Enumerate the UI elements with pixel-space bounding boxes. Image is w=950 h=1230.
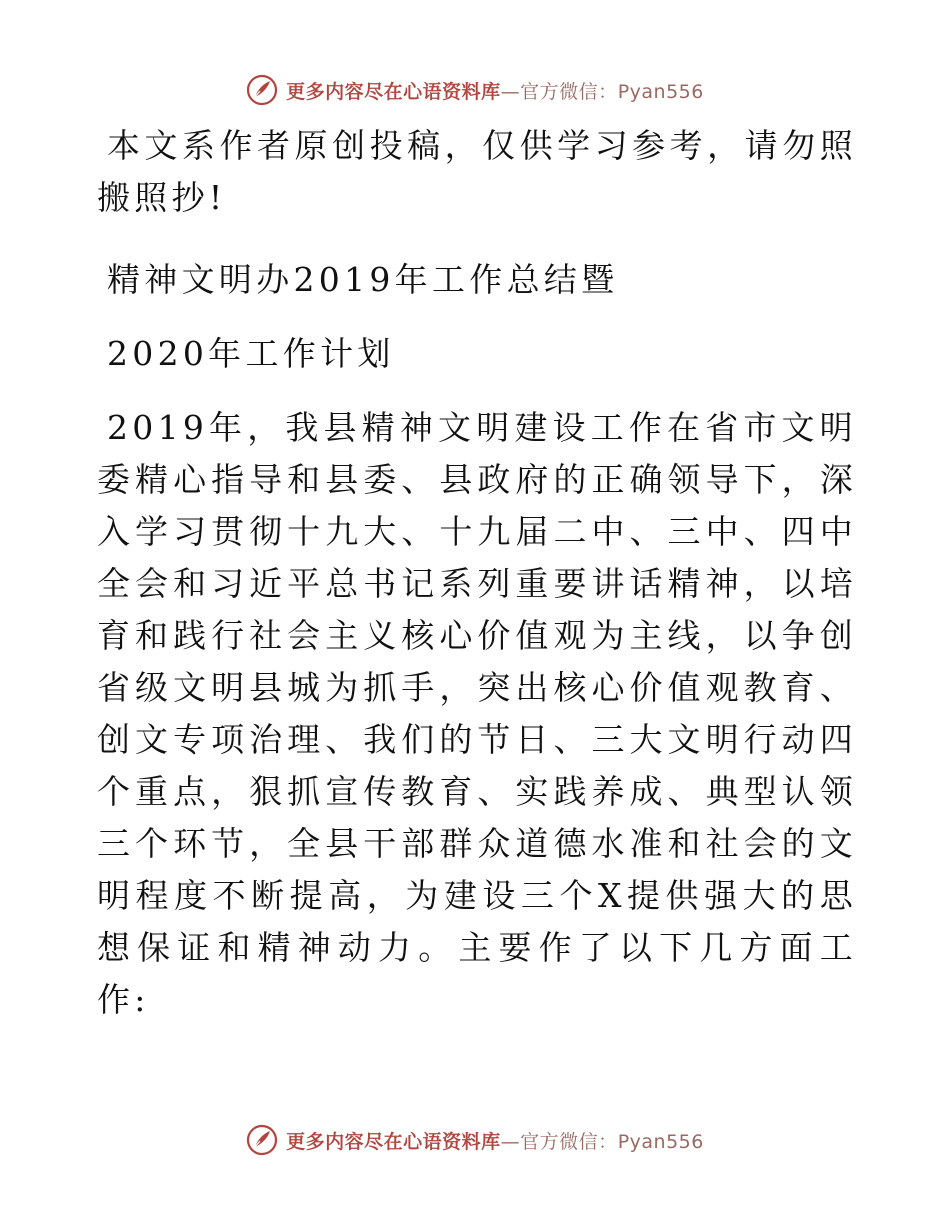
watermark-contact-id: Pyan556 [617, 80, 704, 103]
watermark-contact-id: Pyan556 [617, 1130, 704, 1153]
watermark-separator: — [500, 80, 521, 103]
header-watermark [0, 70, 950, 110]
feather-circle-logo-icon [246, 1124, 278, 1156]
document-title-line-2: 2020年工作计划 [107, 334, 395, 373]
document-title-line-1: 精神文明办2019年工作总结暨 [107, 260, 619, 299]
watermark-contact-label: 官方微信： [520, 80, 618, 103]
watermark-site-text: 更多内容尽在心语资料库 [286, 1130, 501, 1153]
watermark-text [286, 77, 704, 104]
footer-watermark [0, 1120, 950, 1160]
watermark-separator: — [500, 1130, 521, 1153]
document-body [97, 120, 857, 1026]
body-paragraph: 2019年，我县精神文明建设工作在省市文明委精心指导和县委、县政府的正确领导下，深入学习贯彻十九大、十九届二中、三中、四中全会和习近平总书记系列重要讲话精神，以培育和践行社会主义核心价值观为主线，以争创省级文明县城为抓手，突出核心价值观教育、创文专项治理、我们的节日、三大文明行动四个重点，狠抓宣传教育、实践养成、典型认领三个环节，全县干部群众道德水准和社会的文明程度不断提高，为建设三个X提供强大的思想保证和精神动力。主要作了以下几方面工作: [97, 408, 857, 1019]
watermark-site-text: 更多内容尽在心语资料库 [286, 80, 501, 103]
copyright-notice: 本文系作者原创投稿，仅供学习参考，请勿照搬照抄! [97, 126, 857, 217]
watermark-text [286, 1127, 704, 1154]
feather-circle-logo-icon [246, 74, 278, 106]
watermark-contact-label: 官方微信： [520, 1130, 618, 1153]
